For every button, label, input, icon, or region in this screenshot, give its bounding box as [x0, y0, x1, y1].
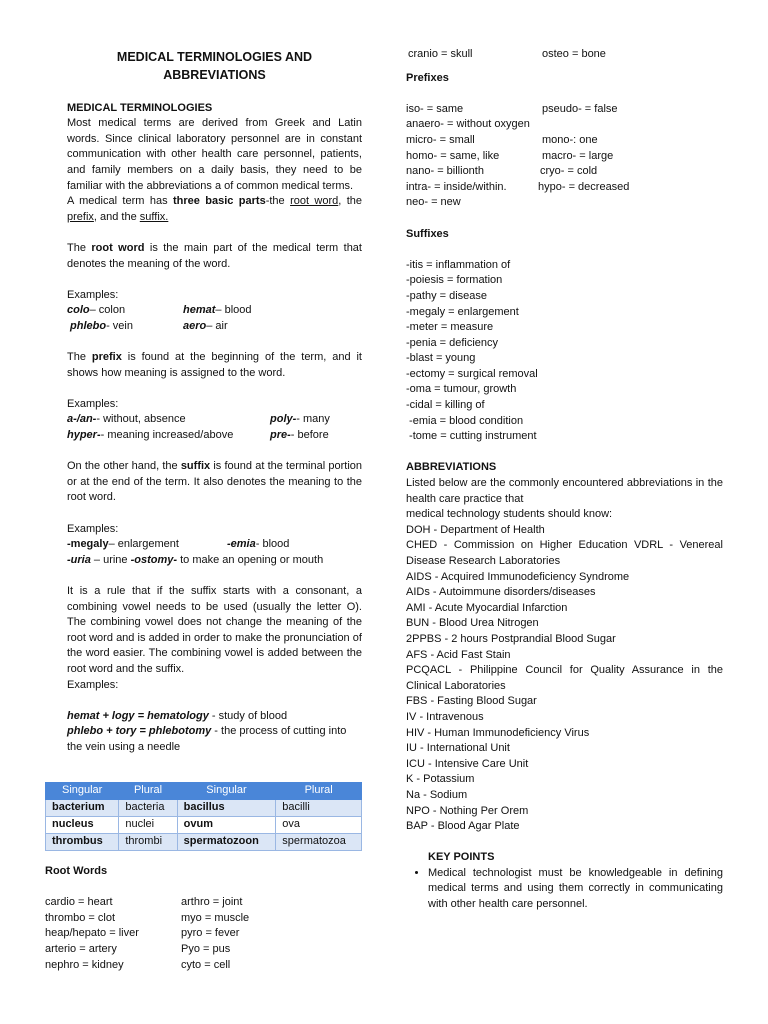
abbreviations-intro: medical technology students should know: [406, 508, 613, 521]
abbreviation-item: K - Potassium [406, 773, 475, 786]
suffix-item: -meter = measure [406, 321, 494, 334]
section-heading-medical-terminologies: MEDICAL TERMINOLOGIES [67, 101, 213, 114]
root-word-paragraph: The root word is the main part of the medical term that denotes the meaning of the word. [67, 241, 362, 270]
table-cell: bacillus [177, 800, 276, 817]
root-words-section [45, 864, 362, 973]
prefix-example-row: hyper- - meaning increased/above pre- - before [67, 429, 329, 442]
table-cell: nuclei [119, 817, 177, 834]
prefix-row: iso- = same pseudo- = false [406, 102, 618, 115]
table-cell: thrombus [46, 834, 119, 851]
abbreviation-item: AIDs - Autoimmune disorders/diseases [406, 586, 596, 599]
abbreviations-intro: Listed below are the commonly encountered abbreviations in the health care practice that [406, 477, 723, 505]
table-cell: nucleus [46, 817, 119, 834]
suffix-item: -blast = young [406, 352, 476, 365]
singular-plural-table [45, 782, 362, 851]
abbreviation-item: NPO - Nothing Per Orem [406, 804, 529, 817]
suffix-item: -megaly = enlargement [406, 305, 519, 318]
table-row [46, 817, 362, 834]
suffix-example-row: -uria – urine -ostomy- to make an opening or mouth [67, 553, 324, 566]
table-cell: ova [276, 817, 362, 834]
table-row [46, 834, 362, 851]
abbreviation-item: Na - Sodium [406, 788, 468, 801]
prefix-row: intra- = inside/within. hypo- = decreased [406, 180, 630, 193]
root-word-row: arterio = artery Pyo = pus [45, 942, 231, 955]
prefix-example-row: a-/an- - without, absence poly- - many [67, 413, 330, 426]
abbreviation-item: AMI - Acute Myocardial Infarction [406, 601, 568, 614]
root-word-row: thrombo = clot myo = muscle [45, 911, 250, 924]
root-word-row: heap/hepato = liver pyro = fever [45, 927, 240, 940]
abbreviations-heading: ABBREVIATIONS [406, 461, 497, 474]
document-title: MEDICAL TERMINOLOGIES AND ABBREVIATIONS [116, 50, 313, 82]
table-cell: bacteria [119, 800, 177, 817]
key-point-item: • Medical technologist must be knowledgeable in defining medical terms and using them correctly in communicating with other health care personnel. [428, 866, 723, 913]
table-cell: spermatozoon [177, 834, 276, 851]
prefix-paragraph: The prefix is found at the beginning of the term, and it shows how meaning is assigned to the word. [67, 351, 362, 379]
intro-paragraph: Most medical terms are derived from Greek and Latin words. Since clinical laboratory personnel are in constant communication with other health care personnel, patients, and family members on a daily basis, they need to be familiar with the abbreviations a of common medical terms. [67, 117, 362, 192]
prefixes-heading: Prefixes [406, 71, 449, 84]
root-word-row: cardio = heart arthro = joint [45, 896, 243, 909]
suffix-item: -oma = tumour, growth [406, 383, 517, 396]
prefix-row: neo- = new [406, 196, 461, 209]
prefix-row: homo- = same, like macro- = large [406, 149, 614, 162]
column-header: Singular [177, 783, 276, 800]
abbreviation-item: BUN - Blood Urea Nitrogen [406, 617, 539, 630]
suffix-item: -pathy = disease [406, 289, 488, 302]
suffix-item: -emia = blood condition [406, 414, 524, 427]
suffix-example-row: -megaly – enlargement -emia - blood [67, 538, 290, 551]
left-column [67, 0, 362, 756]
key-points-heading: KEY POINTS [428, 851, 495, 864]
root-example-row: colo – colon hemat – blood [67, 304, 252, 317]
right-column [406, 47, 723, 913]
root-example-row: phlebo - vein aero – air [70, 319, 228, 332]
abbreviation-item: HIV - Human Immunodeficiency Virus [406, 726, 590, 739]
abbreviation-item: AFS - Acid Fast Stain [406, 648, 511, 661]
suffix-item: -tome = cutting instrument [406, 430, 537, 443]
examples-label: Examples: [67, 288, 119, 301]
suffixes-heading: Suffixes [406, 227, 449, 240]
table-cell: thrombi [119, 834, 177, 851]
suffix-item: -penia = deficiency [406, 336, 499, 349]
table-header-row [46, 783, 362, 800]
prefix-row: micro- = small mono-: one [406, 133, 598, 146]
table-row [46, 800, 362, 817]
suffix-paragraph: On the other hand, the suffix is found at the terminal portion or at the end of the term. It also denotes the meaning to the root word. [67, 460, 362, 504]
abbreviation-item: CHED - Commission on Higher Education VDRL - Venereal Disease Research Laboratories [406, 539, 723, 567]
root-words-heading: Root Words [45, 865, 108, 877]
suffix-item: -ectomy = surgical removal [406, 367, 538, 380]
root-word-row: cranio = skull osteo = bone [408, 48, 606, 60]
combining-example: hemat + logy = hematology - study of blood [67, 709, 288, 722]
table-cell: bacilli [276, 800, 362, 817]
combining-vowel-paragraph: It is a rule that if the suffix starts with a consonant, a combining vowel needs to be used (usually the letter O). The combining vowel does not change the meaning of the root word and is added in order to make the pronunciation of the word easier. The combining vowel is added between the root word and the suffix. [67, 585, 362, 675]
combining-example: phlebo + tory = phlebotomy - the process of cutting into the vein using a needle [67, 725, 347, 753]
prefix-row: anaero- = without oxygen [406, 118, 530, 131]
prefix-row: nano- = billionth cryo- = cold [406, 165, 598, 178]
abbreviation-item: DOH - Department of Health [406, 523, 545, 536]
examples-label: Examples: [67, 522, 119, 535]
suffix-item: -poiesis = formation [406, 274, 503, 287]
three-parts-paragraph: A medical term has three basic parts-the root word, the prefix, and the suffix. [67, 195, 363, 223]
examples-label: Examples: [67, 397, 119, 410]
key-points-list [406, 866, 723, 913]
table-cell: spermatozoa [276, 834, 362, 851]
column-header: Plural [119, 783, 177, 800]
table-cell: ovum [177, 817, 276, 834]
examples-label: Examples: [67, 678, 119, 691]
abbreviation-item: ICU - Intensive Care Unit [406, 757, 529, 770]
root-word-row: nephro = kidney cyto = cell [45, 958, 231, 971]
table-cell: bacterium [46, 800, 119, 817]
abbreviation-item: IV - Intravenous [406, 710, 484, 723]
abbreviation-item: BAP - Blood Agar Plate [406, 820, 520, 833]
column-header: Plural [276, 783, 362, 800]
abbreviation-item: PCQACL - Philippine Council for Quality Assurance in the Clinical Laboratories [406, 664, 723, 692]
abbreviation-item: AIDS - Acquired Immunodeficiency Syndrome [406, 570, 630, 583]
suffix-item: -itis = inflammation of [406, 258, 511, 271]
column-header: Singular [46, 783, 119, 800]
abbreviation-item: FBS - Fasting Blood Sugar [406, 695, 537, 708]
suffix-item: -cidal = killing of [406, 399, 485, 412]
abbreviation-item: IU - International Unit [406, 742, 510, 755]
abbreviation-item: 2PPBS - 2 hours Postprandial Blood Sugar [406, 632, 616, 645]
